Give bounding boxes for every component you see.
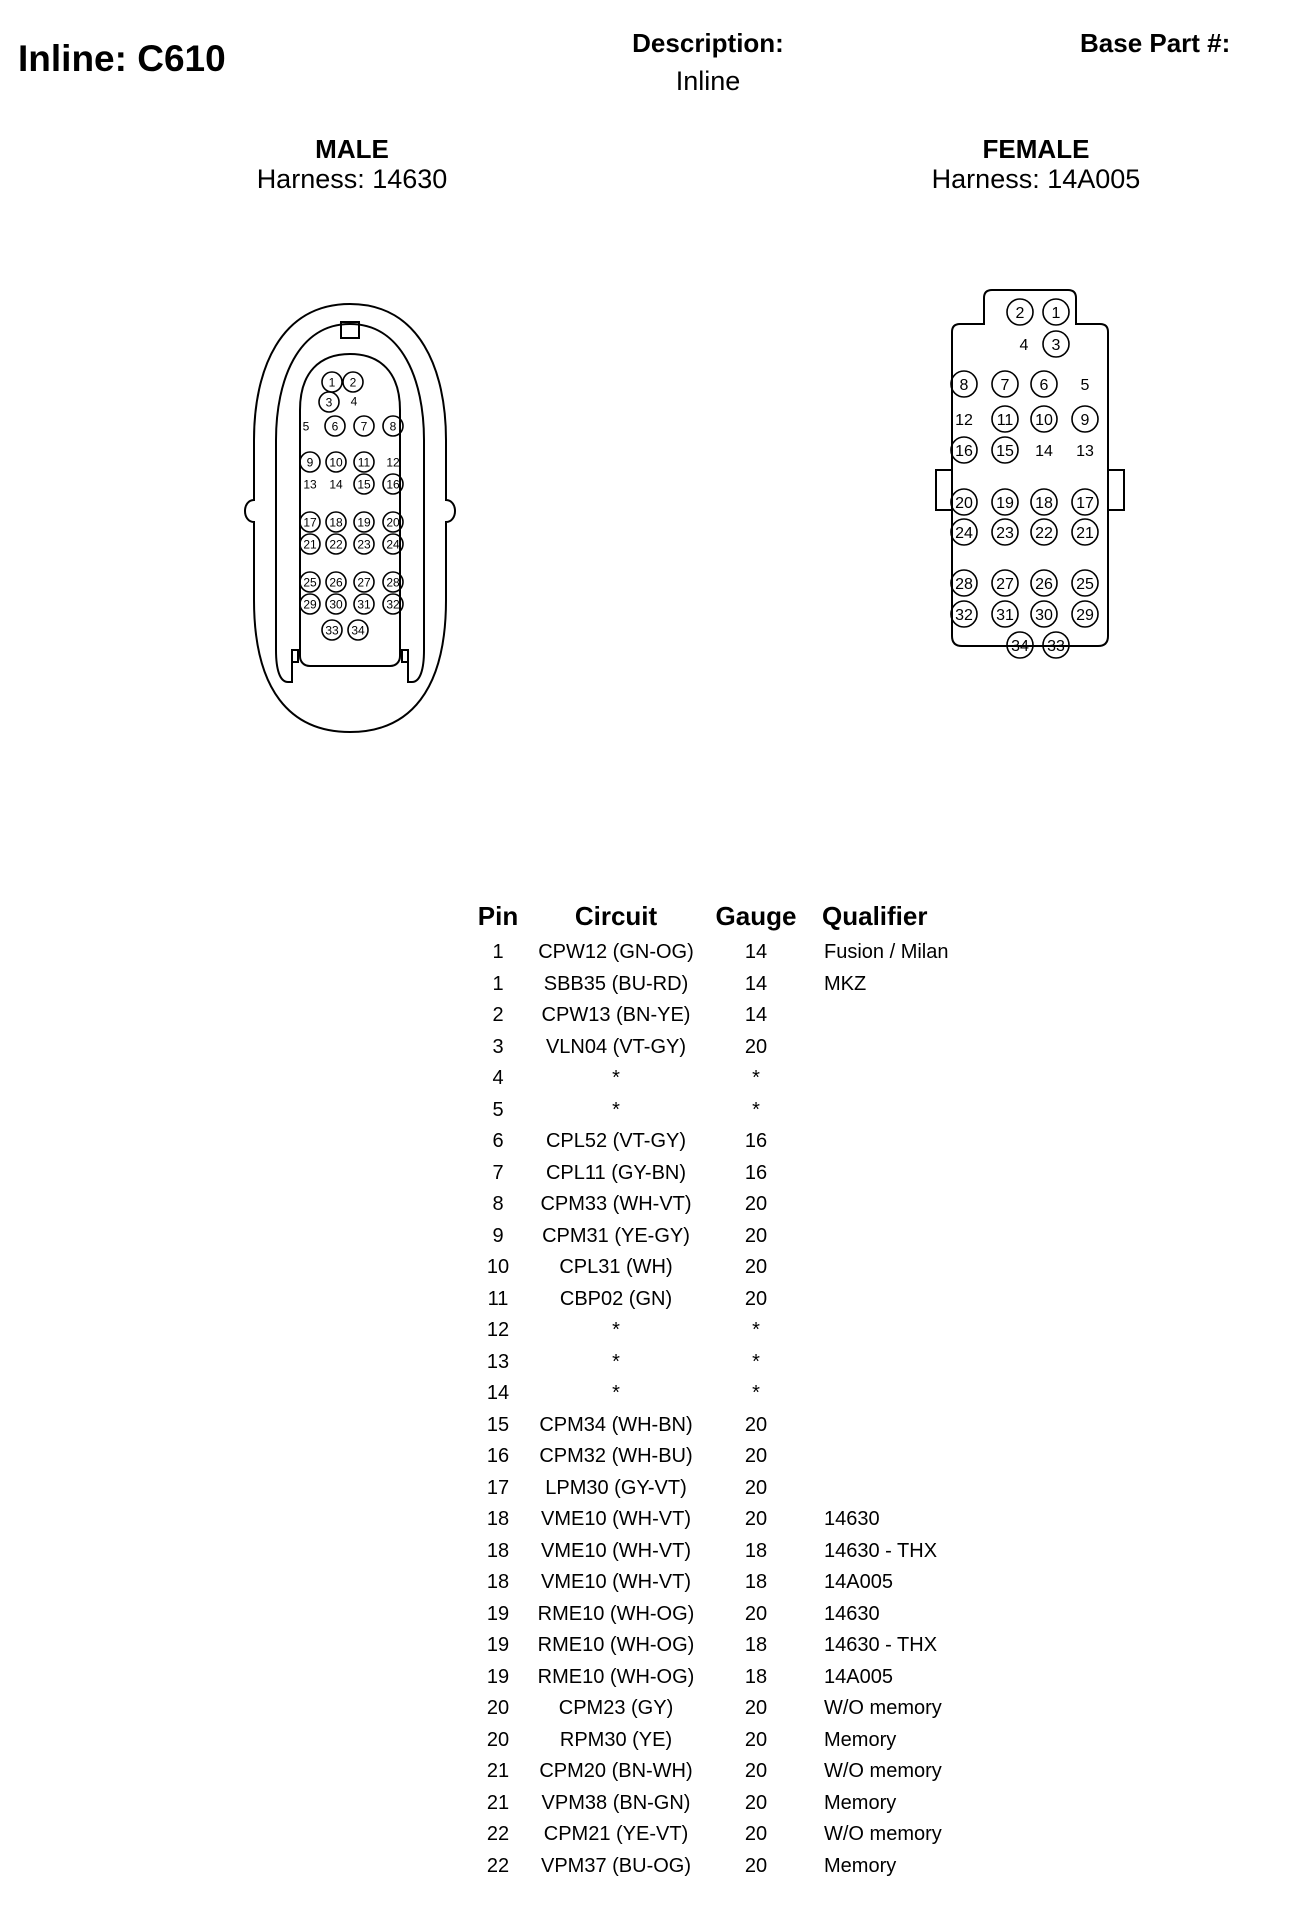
base-part-label: Base Part #: [1080, 28, 1231, 58]
pin-cell: 22 [486, 1854, 510, 1877]
circuit-cell: * [612, 1098, 620, 1121]
female-pin-label: 17 [1076, 494, 1094, 512]
female-pin-label: 15 [996, 442, 1014, 460]
gauge-cell: 18 [744, 1539, 768, 1562]
male-pin-label: 15 [357, 477, 371, 492]
male-pin-label: 27 [357, 575, 371, 590]
male-pin-label: 13 [303, 477, 317, 492]
female-pin-label: 3 [1051, 336, 1061, 354]
pin-cell: 19 [486, 1602, 510, 1625]
pin-cell: 18 [486, 1539, 510, 1562]
table-row [460, 1347, 976, 1379]
gauge-cell: 16 [744, 1130, 768, 1153]
male-pin-label: 33 [325, 623, 339, 638]
circuit-cell: CPM33 (WH-VT) [540, 1193, 692, 1216]
pin-cell: 5 [492, 1098, 504, 1121]
female-pin-label: 6 [1039, 376, 1049, 394]
gauge-cell: * [752, 1067, 760, 1090]
female-pin-label: 22 [1035, 524, 1053, 542]
qualifier-cell [816, 1221, 976, 1253]
gauge-cell: * [752, 1350, 760, 1373]
gauge-cell: 20 [744, 1035, 768, 1058]
male-pin-label: 10 [329, 455, 343, 470]
qualifier-cell [816, 1252, 976, 1284]
female-pin-label: 32 [955, 606, 973, 624]
female-pin-label: 30 [1035, 606, 1053, 624]
circuit-cell: RME10 (WH-OG) [537, 1634, 695, 1657]
qualifier-cell [816, 1032, 976, 1064]
female-pin-label: 33 [1047, 637, 1065, 655]
gauge-cell: 18 [744, 1634, 768, 1657]
qualifier-cell [816, 1410, 976, 1442]
circuit-cell: CPL11 (GY-BN) [545, 1161, 687, 1184]
qualifier-cell: W/O memory [824, 1697, 942, 1720]
circuit-cell: VME10 (WH-VT) [541, 1508, 691, 1531]
pin-cell: 20 [486, 1728, 510, 1751]
female-pin-label: 23 [996, 524, 1014, 542]
male-pin-label: 17 [303, 515, 317, 530]
qualifier-cell: 14630 - THX [824, 1539, 938, 1562]
table-row [460, 1819, 976, 1851]
table-row [460, 1473, 976, 1505]
qualifier-cell: Memory [824, 1791, 897, 1814]
female-pin-label: 31 [996, 606, 1014, 624]
table-row [460, 1567, 976, 1599]
male-pin-label: 19 [357, 515, 371, 530]
circuit-cell: * [612, 1350, 620, 1373]
gauge-cell: 16 [744, 1161, 768, 1184]
female-pin-label: 26 [1035, 575, 1053, 593]
pin-cell: 4 [492, 1067, 504, 1090]
circuit-cell: CBP02 (GN) [559, 1287, 673, 1310]
table-row [460, 1032, 976, 1064]
table-row [460, 969, 976, 1001]
gauge-cell: 20 [744, 1287, 768, 1310]
circuit-cell: * [612, 1319, 620, 1342]
male-pin-label: 22 [329, 537, 343, 552]
female-pin-label: 8 [959, 376, 969, 394]
circuit-cell: CPM34 (WH-BN) [539, 1413, 693, 1436]
table-row [460, 1630, 976, 1662]
gauge-cell: 18 [744, 1571, 768, 1594]
male-pin-label: 29 [303, 597, 317, 612]
pin-cell: 18 [486, 1571, 510, 1594]
header-gauge: Gauge [715, 900, 797, 931]
gauge-cell: 18 [744, 1665, 768, 1688]
female-pin-label: 12 [955, 411, 973, 429]
male-pin-label: 21 [303, 537, 317, 552]
gauge-cell: 20 [744, 1508, 768, 1531]
table-row [460, 1189, 976, 1221]
table-row [460, 1378, 976, 1410]
table-row [460, 1756, 976, 1788]
description-label: Description: [632, 28, 784, 58]
table-row [460, 1662, 976, 1694]
circuit-cell: RME10 (WH-OG) [537, 1602, 695, 1625]
male-pin-label: 12 [386, 455, 400, 470]
qualifier-cell: W/O memory [824, 1760, 942, 1783]
male-pin-label: 24 [386, 537, 400, 552]
gauge-cell: 20 [744, 1413, 768, 1436]
table-row [460, 1221, 976, 1253]
pin-cell: 15 [486, 1413, 510, 1436]
qualifier-cell [816, 1315, 976, 1347]
pin-cell: 7 [492, 1161, 504, 1184]
female-pin-label: 19 [996, 494, 1014, 512]
table-row [460, 1536, 976, 1568]
male-connector-diagram [240, 290, 460, 750]
pin-cell: 3 [492, 1035, 504, 1058]
pin-cell: 2 [492, 1004, 504, 1027]
header-qualifier: Qualifier [822, 900, 928, 931]
male-pin-label: 2 [349, 375, 357, 390]
table-row [460, 1315, 976, 1347]
circuit-cell: CPW13 (BN-YE) [541, 1004, 691, 1027]
male-pin-label: 14 [329, 477, 343, 492]
circuit-cell: CPM31 (YE-GY) [542, 1224, 690, 1247]
pin-table [460, 895, 976, 1882]
table-row [460, 1410, 976, 1442]
qualifier-cell [816, 1441, 976, 1473]
female-pin-label: 34 [1011, 637, 1029, 655]
female-pin-label: 25 [1076, 575, 1094, 593]
table-row [460, 1000, 976, 1032]
gauge-cell: * [752, 1319, 760, 1342]
circuit-cell: SBB35 (BU-RD) [543, 972, 689, 995]
gauge-cell: 20 [744, 1224, 768, 1247]
qualifier-cell [816, 1000, 976, 1032]
pin-cell: 8 [492, 1193, 504, 1216]
qualifier-cell [816, 1378, 976, 1410]
gauge-cell: 14 [744, 972, 768, 995]
male-pin-label: 11 [357, 455, 371, 470]
gauge-cell: * [752, 1382, 760, 1405]
circuit-cell: CPM20 (BN-WH) [539, 1760, 693, 1783]
male-pin-label: 26 [329, 575, 343, 590]
qualifier-cell: 14630 [824, 1602, 880, 1625]
circuit-cell: LPM30 (GY-VT) [545, 1476, 687, 1499]
female-pin-label: 11 [996, 411, 1014, 429]
gauge-cell: 20 [744, 1476, 768, 1499]
table-row [460, 1126, 976, 1158]
table-row [460, 1693, 976, 1725]
qualifier-cell: 14A005 [824, 1571, 893, 1594]
pin-cell: 14 [486, 1382, 510, 1405]
qualifier-cell: MKZ [824, 972, 867, 995]
gauge-cell: 20 [744, 1728, 768, 1751]
male-pin-label: 7 [360, 419, 368, 434]
pin-table-header [460, 895, 976, 937]
male-pin-label: 32 [386, 597, 400, 612]
pin-cell: 18 [486, 1508, 510, 1531]
male-pin-label: 16 [386, 477, 400, 492]
male-harness-label: Harness: 14630 [256, 164, 448, 194]
pin-cell: 1 [492, 972, 504, 995]
description-value: Inline [675, 66, 741, 96]
gauge-cell: 20 [744, 1760, 768, 1783]
qualifier-cell: 14630 - THX [824, 1634, 938, 1657]
female-pin-label: 13 [1076, 442, 1094, 460]
circuit-cell: RME10 (WH-OG) [537, 1665, 695, 1688]
gauge-cell: * [752, 1098, 760, 1121]
qualifier-cell [816, 1063, 976, 1095]
female-pin-label: 1 [1051, 304, 1061, 322]
pin-cell: 9 [492, 1224, 504, 1247]
qualifier-cell: Fusion / Milan [824, 941, 949, 964]
circuit-cell: RPM30 (YE) [559, 1728, 673, 1751]
circuit-cell: CPM21 (YE-VT) [543, 1823, 689, 1846]
circuit-cell: VLN04 (VT-GY) [545, 1035, 687, 1058]
qualifier-cell [816, 1284, 976, 1316]
gauge-cell: 20 [744, 1602, 768, 1625]
male-pin-label: 8 [389, 419, 397, 434]
circuit-cell: CPM32 (WH-BU) [539, 1445, 693, 1468]
pin-cell: 10 [486, 1256, 510, 1279]
female-pin-label: 16 [955, 442, 973, 460]
female-pin-label: 10 [1035, 411, 1053, 429]
circuit-cell: VME10 (WH-VT) [541, 1539, 691, 1562]
gauge-cell: 20 [744, 1791, 768, 1814]
male-pin-label: 1 [328, 375, 336, 390]
gauge-cell: 20 [744, 1256, 768, 1279]
pin-cell: 21 [486, 1760, 510, 1783]
female-pin-label: 7 [1000, 376, 1010, 394]
male-pin-label: 20 [386, 515, 400, 530]
table-row [460, 937, 976, 969]
pin-cell: 22 [486, 1823, 510, 1846]
female-pin-label: 20 [955, 494, 973, 512]
qualifier-cell [816, 1189, 976, 1221]
circuit-cell: * [612, 1382, 620, 1405]
gauge-cell: 20 [744, 1823, 768, 1846]
table-row [460, 1441, 976, 1473]
male-pin-label: 3 [325, 395, 333, 410]
female-pin-label: 4 [1019, 336, 1029, 354]
pin-cell: 12 [486, 1319, 510, 1342]
female-pin-label: 24 [955, 524, 973, 542]
female-pin-label: 27 [996, 575, 1014, 593]
gauge-cell: 20 [744, 1854, 768, 1877]
circuit-cell: VME10 (WH-VT) [541, 1571, 691, 1594]
table-row [460, 1599, 976, 1631]
qualifier-cell: 14630 [824, 1508, 880, 1531]
qualifier-cell [816, 1126, 976, 1158]
circuit-cell: CPL31 (WH) [559, 1256, 673, 1279]
table-row [460, 1063, 976, 1095]
male-connector-title: MALE [315, 134, 389, 164]
male-pin-label: 6 [331, 419, 339, 434]
female-harness-label: Harness: 14A005 [931, 164, 1141, 194]
circuit-cell: CPW12 (GN-OG) [538, 941, 694, 964]
table-row [460, 1851, 976, 1883]
qualifier-cell [816, 1158, 976, 1190]
pin-cell: 16 [486, 1445, 510, 1468]
pin-cell: 20 [486, 1697, 510, 1720]
male-pin-label: 18 [329, 515, 343, 530]
pin-cell: 13 [486, 1350, 510, 1373]
circuit-cell: VPM38 (BN-GN) [541, 1791, 691, 1814]
qualifier-cell [816, 1095, 976, 1127]
gauge-cell: 14 [744, 941, 768, 964]
male-pin-label: 23 [357, 537, 371, 552]
pin-cell: 17 [486, 1476, 510, 1499]
header-pin: Pin [477, 900, 519, 931]
qualifier-cell [816, 1473, 976, 1505]
table-row [460, 1095, 976, 1127]
pin-cell: 1 [492, 941, 504, 964]
header-circuit: Circuit [574, 900, 658, 931]
gauge-cell: 14 [744, 1004, 768, 1027]
male-pin-label: 25 [303, 575, 317, 590]
pin-cell: 19 [486, 1634, 510, 1657]
circuit-cell: CPL52 (VT-GY) [545, 1130, 687, 1153]
qualifier-cell [816, 1347, 976, 1379]
male-pin-label: 9 [306, 455, 314, 470]
qualifier-cell: 14A005 [824, 1665, 893, 1688]
qualifier-cell: W/O memory [824, 1823, 942, 1846]
male-pin-label: 5 [302, 419, 310, 434]
table-row [460, 1284, 976, 1316]
pin-cell: 21 [486, 1791, 510, 1814]
female-pin-label: 29 [1076, 606, 1094, 624]
female-connector-title: FEMALE [982, 134, 1090, 164]
circuit-cell: * [612, 1067, 620, 1090]
qualifier-cell: Memory [824, 1854, 897, 1877]
male-pin-label: 31 [357, 597, 371, 612]
female-connector-diagram [920, 280, 1160, 680]
table-row [460, 1158, 976, 1190]
female-pin-label: 21 [1076, 524, 1094, 542]
table-row [460, 1504, 976, 1536]
female-pin-label: 2 [1015, 304, 1025, 322]
gauge-cell: 20 [744, 1445, 768, 1468]
gauge-cell: 20 [744, 1193, 768, 1216]
circuit-cell: VPM37 (BU-OG) [540, 1854, 692, 1877]
gauge-cell: 20 [744, 1697, 768, 1720]
male-pin-label: 28 [386, 575, 400, 590]
circuit-cell: CPM23 (GY) [558, 1697, 674, 1720]
male-pin-label: 30 [329, 597, 343, 612]
female-pin-label: 18 [1035, 494, 1053, 512]
pin-cell: 19 [486, 1665, 510, 1688]
female-pin-label: 28 [955, 575, 973, 593]
female-pin-label: 9 [1080, 411, 1090, 429]
connector-title: Inline: C610 [18, 38, 226, 79]
male-pin-label: 4 [350, 394, 358, 409]
pin-cell: 6 [492, 1130, 504, 1153]
female-pin-label: 14 [1035, 442, 1053, 460]
pin-cell: 11 [487, 1287, 509, 1310]
table-row [460, 1252, 976, 1284]
male-pin-label: 34 [351, 623, 365, 638]
table-row [460, 1725, 976, 1757]
table-row [460, 1788, 976, 1820]
female-pin-label: 5 [1080, 376, 1090, 394]
qualifier-cell: Memory [824, 1728, 897, 1751]
